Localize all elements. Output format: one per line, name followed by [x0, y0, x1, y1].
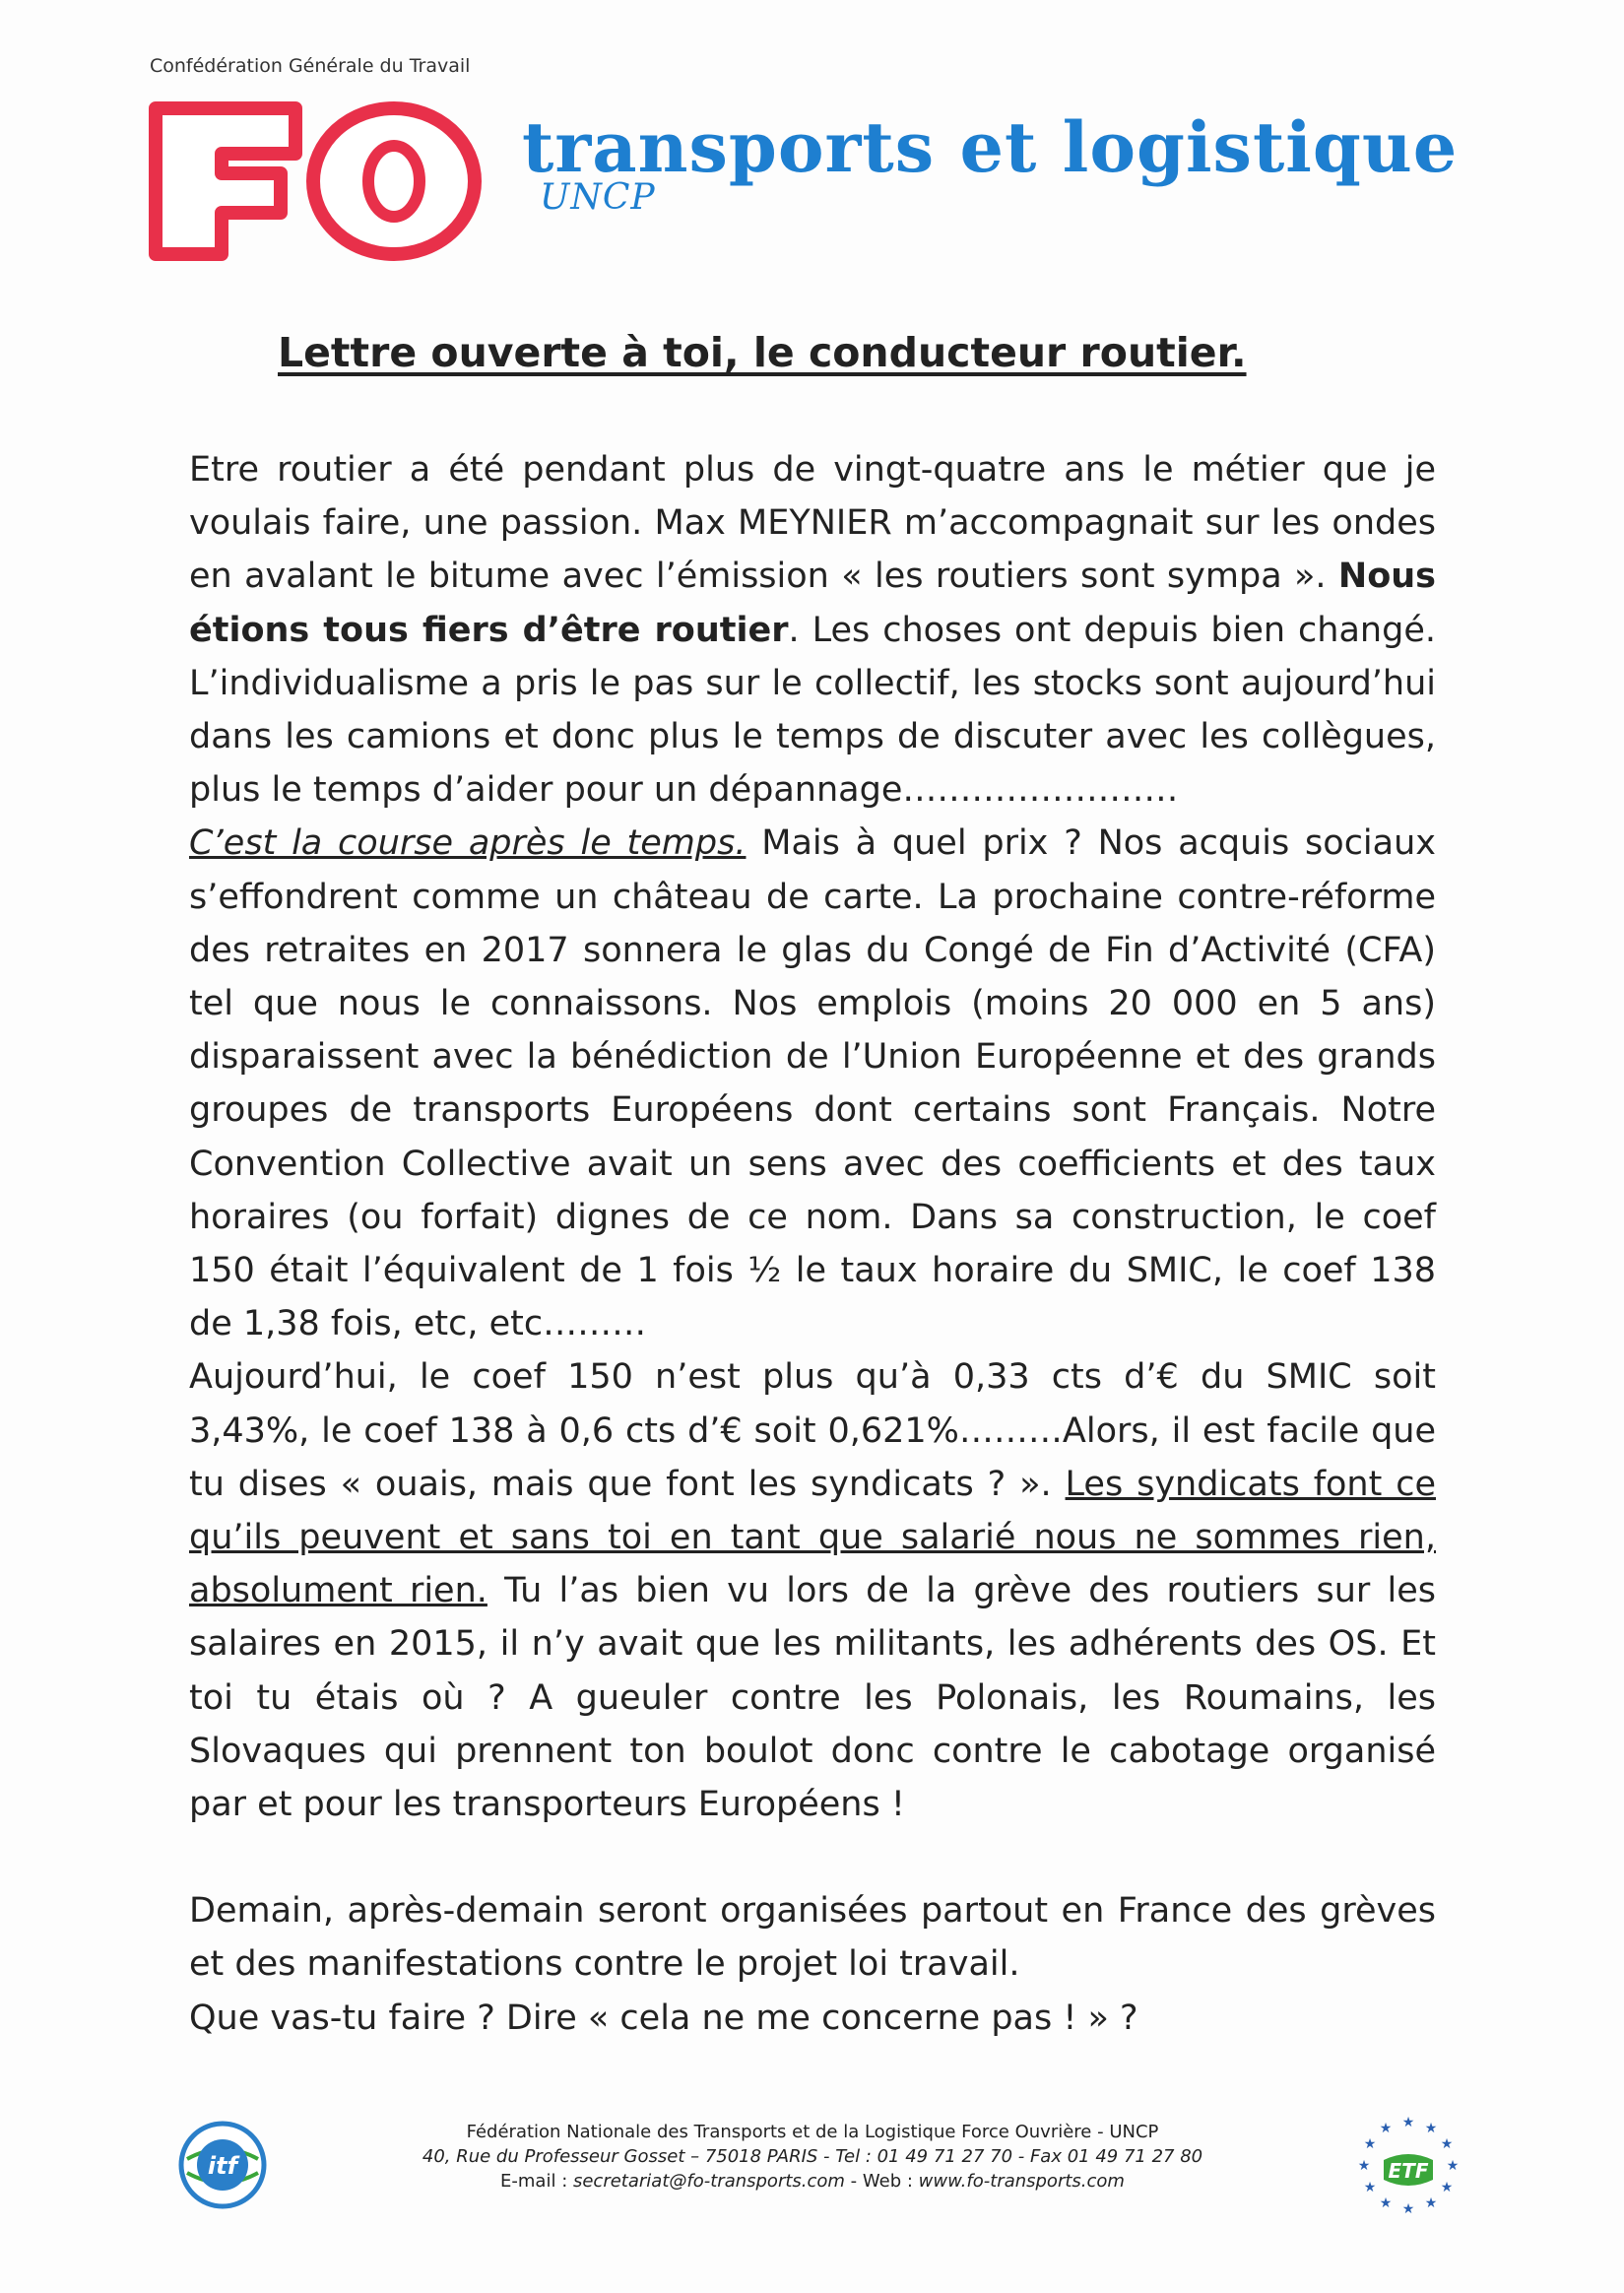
paragraph-1 — [189, 443, 1436, 817]
svg-text:★: ★ — [1424, 2121, 1438, 2136]
footer-federation: Fédération Nationale des Transports et de la Logistique Force Ouvrière - UNCP — [466, 2122, 1159, 2142]
paragraph-1-text-a: Etre routier a été pendant plus de vingt-quatre ans le métier que je voulais faire, une passion. Max MEYNIER m’accompagnait sur les ondes en avalant le bitume avec l’émission « les routiers sont sympa ». — [189, 450, 1436, 597]
etf-stars-logo-icon — [1354, 2111, 1462, 2219]
fo-logo-letters: FO — [148, 97, 150, 98]
svg-text:★: ★ — [1401, 2115, 1415, 2130]
paragraph-1-bold-phrase: Nous étions tous fiers d’être routier — [189, 557, 1436, 650]
paragraph-3-text-b: Tu l’as bien vu lors de la grève des routiers sur les salaires en 2015, il n’y avait que les militants, les adhérents des OS. Et toi tu étais où ? A gueuler contre les Polonais, les Roumains, les Slovaques qui prennent ton boulot donc contre le cabotage organisé par et pour les transporteurs Européens ! — [189, 1571, 1436, 1825]
footer-email-label: E-mail : — [500, 2171, 573, 2192]
footer-email-link[interactable]: secretariat@fo-transports.com — [572, 2171, 845, 2192]
brand-subtitle: UNCP — [540, 177, 656, 218]
confederation-label: Confédération Générale du Travail — [150, 55, 471, 77]
brand-title: transports et logistique — [522, 106, 1459, 188]
svg-text:★: ★ — [1379, 2121, 1393, 2136]
footer-web-link[interactable]: www.fo-transports.com — [918, 2171, 1125, 2192]
footer-contact — [295, 2169, 1330, 2194]
svg-text:★: ★ — [1424, 2195, 1438, 2211]
svg-text:★: ★ — [1401, 2201, 1415, 2217]
paragraph-3-text-a: Aujourd’hui, le coef 150 n’est plus qu’à 0,33 cts d’€ du SMIC soit 3,43%, le coef 138 à 0,6 cts d’€ soit 0,621%………Alors, il est facile que tu dises « ouais, mais que font les syndicats ? ». — [189, 1357, 1436, 1504]
fo-logo — [148, 97, 492, 264]
letter-title: Lettre ouverte à toi, le conducteur routier. — [278, 329, 1247, 376]
paragraph-1-text-b: . Les choses ont depuis bien changé. L’individualisme a pris le pas sur le collectif, les stocks sont aujourd’hui dans les camions et donc plus le temps de discuter avec les collègues, plus le temps d’aider pour un dépannage…………………… — [189, 610, 1436, 811]
paragraph-3-underlined-phrase: Les syndicats font ce qu’ils peuvent et sans toi en tant que salarié nous ne sommes rien, absolument rien. — [189, 1464, 1436, 1611]
svg-text:★: ★ — [1363, 2180, 1377, 2195]
footer-web-label: - Web : — [844, 2171, 919, 2192]
paragraph-2-underlined-phrase: C’est la course après le temps. — [189, 823, 747, 864]
itf-logo-text: itf — [207, 2152, 238, 2180]
paragraph-spacer — [189, 1831, 1436, 1884]
closing-line-2: Que vas-tu faire ? Dire « cela ne me concerne pas ! » ? — [189, 1998, 1138, 2038]
closing-line-1: Demain, après-demain seront organisées partout en France des grèves et des manifestations contre le projet loi travail. — [189, 1891, 1436, 1985]
letter-body — [189, 443, 1436, 2045]
svg-text:★: ★ — [1357, 2158, 1371, 2174]
etf-logo-text: ETF — [1388, 2159, 1429, 2183]
paragraph-2 — [189, 817, 1436, 1350]
svg-text:★: ★ — [1379, 2195, 1393, 2211]
closing-paragraph — [189, 1884, 1436, 2045]
paragraph-2-text: Mais à quel prix ? Nos acquis sociaux s’effondrent comme un château de carte. La prochaine contre-réforme des retraites en 2017 sonnera le glas du Congé de Fin d’Activité (CFA) tel que nous le connaissons. Nos emplois (moins 20 000 en 5 ans) disparaissent avec la bénédiction de l’Union Européenne et des grands groupes de transports Européens dont certains sont Français. Notre Convention Collective avait un sens avec des coefficients et des taux horaires (ou forfait) dignes de ce nom. Dans sa construction, le coef 150 était l’équivalent de 1 fois ½ le taux horaire du SMIC, le coef 138 de 1,38 fois, etc, etc……… — [189, 823, 1436, 1344]
footer-address: 40, Rue du Professeur Gosset – 75018 PARIS - Tel : 01 49 71 27 70 - Fax 01 49 71 27 80 — [422, 2146, 1203, 2167]
paragraph-3 — [189, 1350, 1436, 1831]
svg-text:★: ★ — [1363, 2136, 1377, 2152]
footer — [295, 2120, 1330, 2194]
svg-text:★: ★ — [1446, 2158, 1460, 2174]
svg-text:★: ★ — [1440, 2180, 1454, 2195]
itf-globe-logo-icon — [177, 2120, 268, 2210]
svg-text:★: ★ — [1440, 2136, 1454, 2152]
